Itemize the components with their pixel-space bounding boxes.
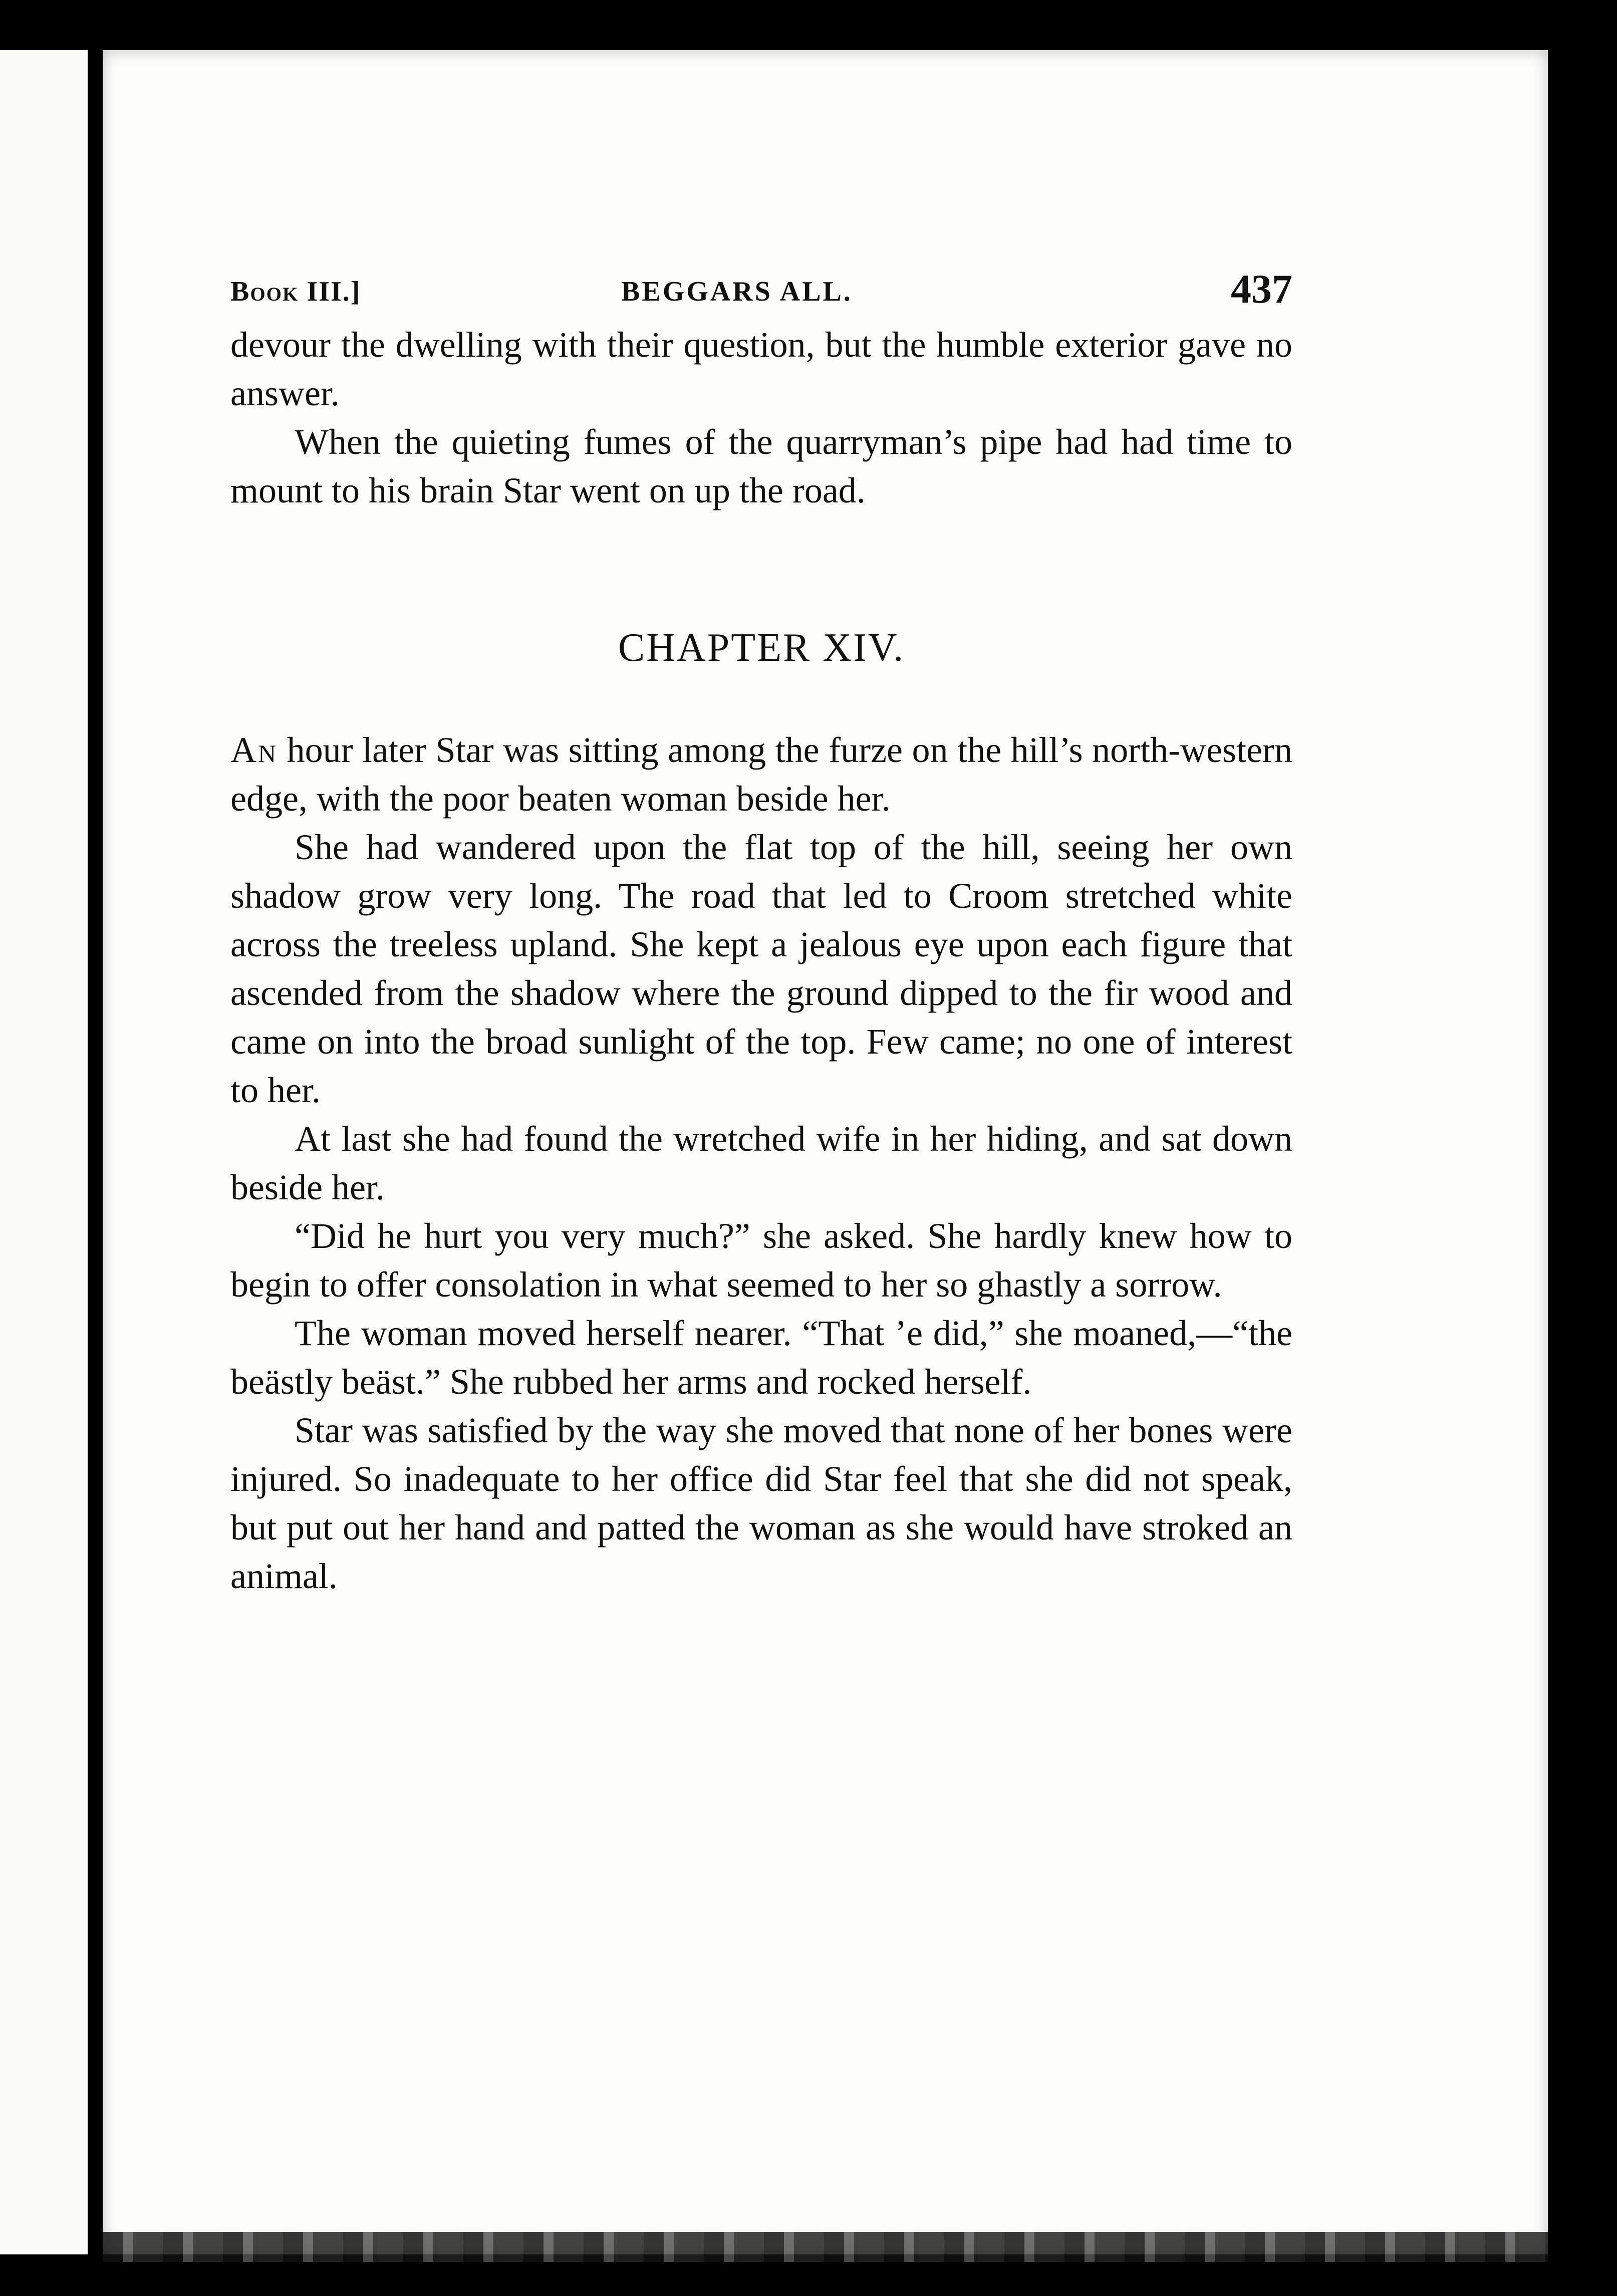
chapter-opening-text: hour later Star was sitting among the furze on the hill’s north-western edge, with the poor beaten woman beside her. <box>230 730 1292 819</box>
chapter-opening-lead: An <box>230 730 278 770</box>
page-number: 437 <box>1231 266 1292 312</box>
page-bottom-edge <box>103 2232 1548 2262</box>
paragraph: She had wandered upon the flat top of the hill, seeing her own shadow grow very long. The road that led to Croom stretched white across the treeless upland. She kept a jealous eye upon each figure that ascended from the shadow where the ground dipped to the fir wood and came on into the broad sunlight of the top. Few came; no one of interest to her. <box>230 827 1292 1110</box>
paragraph: Star was satisfied by the way she moved that none of her bones were injured. So inadequate to her office did Star feel that she did not speak, but put out her hand and patted the woman as she would have stroked an animal. <box>230 1410 1292 1596</box>
section-gap <box>230 515 1292 625</box>
facing-page-edge <box>0 50 88 2254</box>
running-head <box>230 266 1292 321</box>
page-text-block <box>230 266 1292 1601</box>
chapter-heading: CHAPTER XIV. <box>618 626 905 670</box>
paragraph-continued: devour the dwelling with their question, but the humble exterior gave no answer. <box>230 325 1292 413</box>
paragraph: “Did he hurt you very much?” she asked. She hardly knew how to begin to offer consolation in what seemed to her so ghastly a sorrow. <box>230 1216 1292 1305</box>
running-head-title: BEGGARS ALL. <box>621 276 853 307</box>
running-head-book: Book III.] <box>230 276 361 307</box>
paragraph: When the quieting fumes of the quarryman’s pipe had had time to mount to his brain Star went on up the road. <box>230 422 1292 511</box>
paragraph: The woman moved herself nearer. “That ’e did,” she moaned,—“the beästly beäst.” She rubbed her arms and rocked herself. <box>230 1313 1292 1402</box>
chapter-opening-paragraph <box>230 726 1292 823</box>
paragraph: At last she had found the wretched wife in her hiding, and sat down beside her. <box>230 1119 1292 1207</box>
